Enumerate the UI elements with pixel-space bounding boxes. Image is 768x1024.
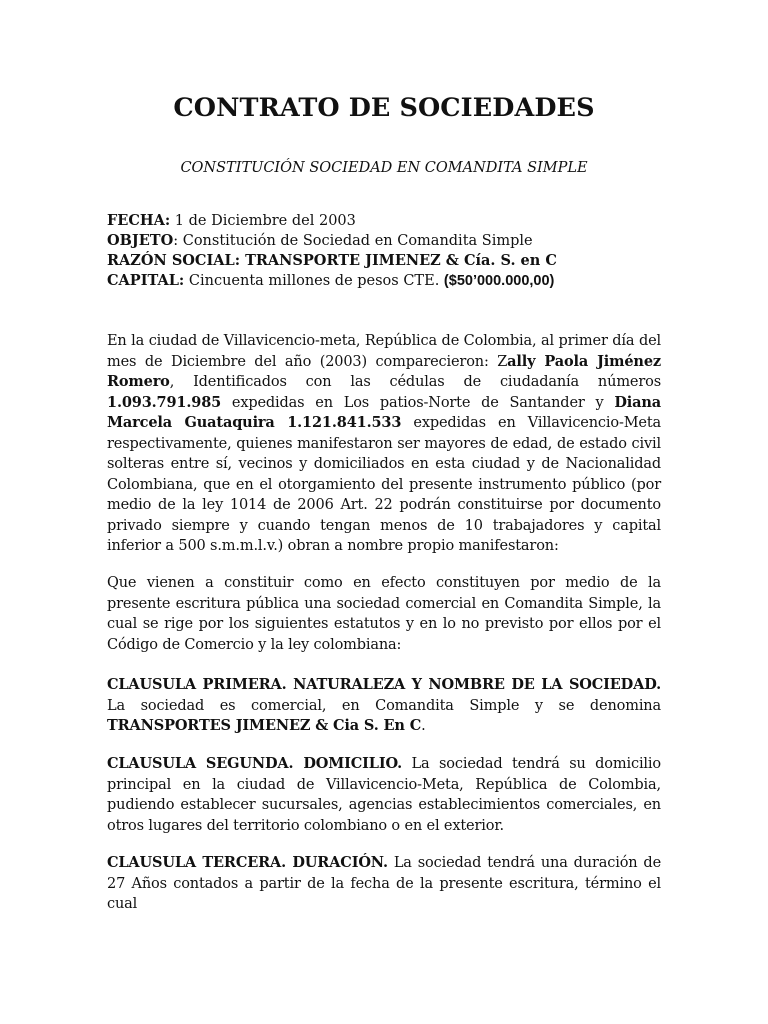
clause-primera-end: . [421,718,426,734]
clause-tercera-text: La sociedad tendrá una duración de 27 Años contados a partir de la fecha de la presente escritura, término el cual [107,855,661,912]
clause-tercera-heading: CLAUSULA TERCERA. DURACIÓN. [107,854,388,871]
capital-line [107,271,661,291]
intro-text-4: expedidas en Villavicencio-Meta respectivamente, quienes manifestaron ser mayores de edad, de estado civil solteras entre sí, vecinos y domiciliados en esta ciudad y de Nacionalidad Colombiana, que en el otorgamiento del presente instrumento público (por medio de la ley 1014 de 2006 Art. 22 podrán constituirse por documento privado siempre y cuando tengan menos de 10 trabajadores y capital inferior a 500 s.m.m.l.v.) obran a nombre propio manifestaron: [107,415,661,554]
intro-paragraph [107,331,661,557]
clause-segunda-text: La sociedad tendrá su domicilio principal en la ciudad de Villavicencio-Meta, República de Colombia, pudiendo establecer sucursales, agencias establecimientos comerciales, en otros lugares del territorio colombiano o en el exterior. [107,756,661,834]
clause-primera [107,675,661,737]
partner-id-1: 1.093.791.985 [107,393,222,411]
clause-segunda-heading: CLAUSULA SEGUNDA. DOMICILIO. [107,755,403,772]
document-subtitle: CONSTITUCIÓN SOCIEDAD EN COMANDITA SIMPLE [180,160,588,176]
clause-primera-text: La sociedad es comercial, en Comandita Simple y se denomina [107,697,661,714]
capital-amount: ($50’000.000,00) [443,273,555,289]
fecha-value: 1 de Diciembre del 2003 [170,213,356,229]
document-title: CONTRATO DE SOCIEDADES [173,93,595,123]
contract-facts [107,211,661,291]
objeto-line [107,231,661,251]
intro-text-1: En la ciudad de Villavicencio-meta, República de Colombia, al primer día del mes de Diciembre del año (2003) comparecieron: Z [107,333,661,370]
fecha-line [107,211,661,231]
clause-tercera [107,853,661,915]
intro-text-2: , Identificados con las cédulas de ciudadanía números [169,374,661,390]
partner-name-2: Diana Marcela Guataquira 1.121.841.533 [107,393,661,431]
clause-primera-heading: CLAUSULA PRIMERA. NATURALEZA Y NOMBRE DE LA SOCIEDAD. [107,676,661,693]
fecha-label: FECHA: [107,212,171,229]
objeto-value: : Constitución de Sociedad en Comandita Simple [173,233,533,249]
constitution-paragraph: Que vienen a constituir como en efecto constituyen por medio de la presente escritura pública una sociedad comercial en Comandita Simple, la cual se rige por los siguientes estatutos y en lo no previsto por ellos por el Código de Comercio y la ley colombiana: [107,575,661,653]
partner-name-1: ally Paola Jiménez Romero [107,352,661,390]
capital-value: Cincuenta millones de pesos CTE. [184,273,444,289]
capital-label: CAPITAL: [107,272,185,289]
razon-social-line [107,251,661,271]
objeto-label: OBJETO [107,232,174,249]
intro-text-3: expedidas en Los patios-Norte de Santander y [221,394,615,411]
clause-segunda [107,754,661,836]
company-name: TRANSPORTES JIMENEZ & Cia S. En C [107,717,422,734]
razon-social-label: RAZÓN SOCIAL: TRANSPORTE JIMENEZ & Cía. S. en C [107,252,557,269]
